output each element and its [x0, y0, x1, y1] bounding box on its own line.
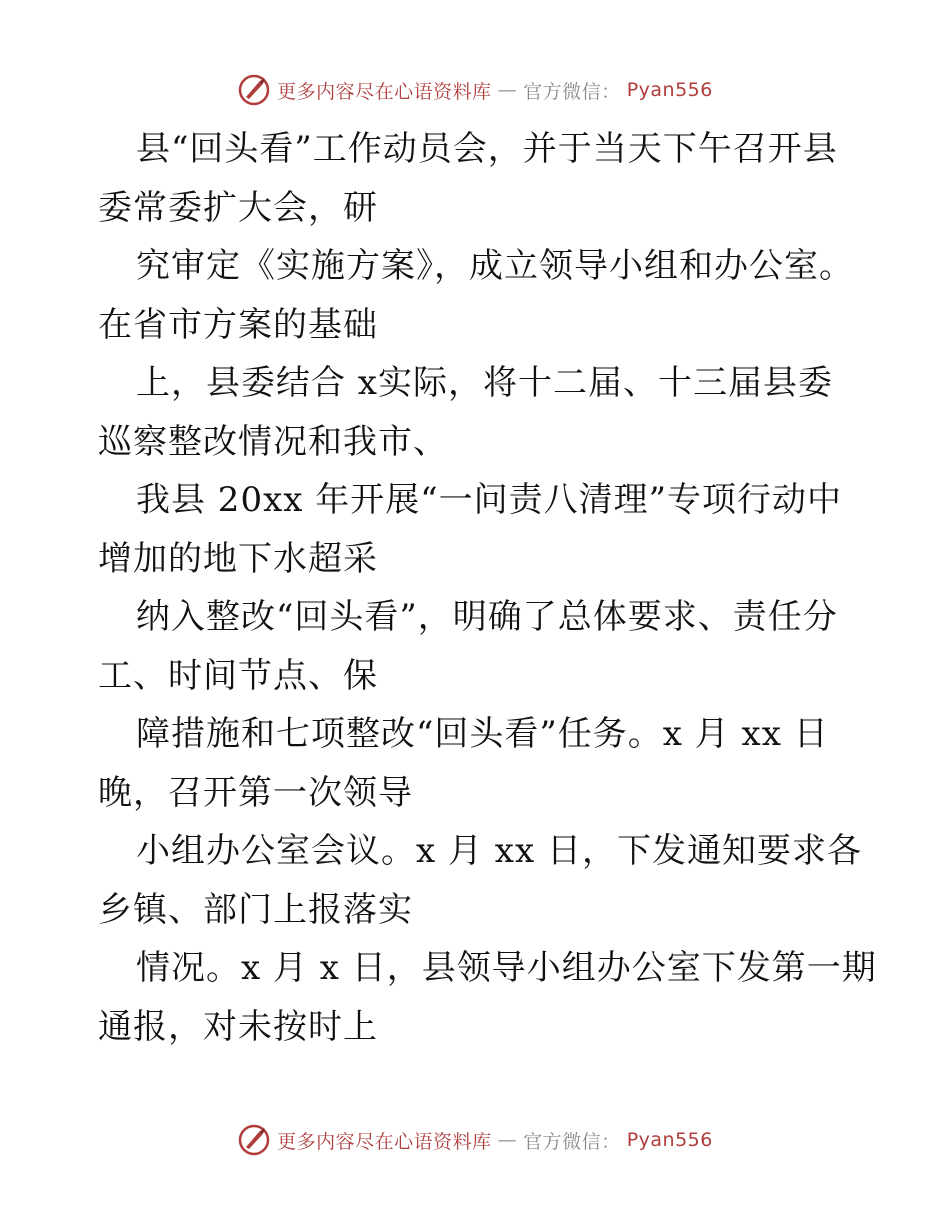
document-body [98, 120, 877, 1056]
header-banner [237, 73, 713, 107]
header-banner-dash: — [497, 79, 518, 101]
footer-wechat-id: Pyan556 [626, 1129, 713, 1151]
body-line: 障措施和七项整改“回头看”任务。x 月 xx 日 [136, 714, 829, 754]
page-header [0, 70, 950, 110]
body-line: 上，县委结合 x实际，将十二届、十三届县委 [136, 363, 833, 403]
page-footer [0, 1120, 950, 1160]
body-line: 通报，对未按时上 [98, 1006, 378, 1047]
body-line: 在省市方案的基础 [98, 304, 378, 345]
body-line: 县“回头看”工作动员会，并于当天下午召开县 [136, 129, 838, 169]
header-wechat-id: Pyan556 [626, 79, 713, 101]
body-line: 巡察整改情况和我市、 [98, 421, 448, 462]
footer-wechat-label: 官方微信： [523, 1130, 621, 1153]
body-line: 小组办公室会议。x 月 xx 日，下发通知要求各 [136, 831, 862, 871]
body-line: 我县 20xx 年开展“一问责八清理”专项行动中 [136, 480, 842, 520]
footer-banner-text: 更多内容尽在心语资料库 [277, 1130, 492, 1153]
body-line: 增加的地下水超采 [98, 538, 378, 579]
footer-banner [237, 1123, 713, 1157]
footer-banner-dash: — [497, 1129, 518, 1151]
quill-logo-icon [237, 1123, 271, 1157]
quill-logo-icon [237, 73, 271, 107]
body-line: 工、时间节点、保 [98, 655, 378, 696]
body-line: 情况。x 月 x 日，县领导小组办公室下发第一期 [136, 948, 877, 988]
body-line: 晚，召开第一次领导 [98, 772, 413, 813]
header-wechat-label: 官方微信： [523, 80, 621, 103]
body-line: 究审定《实施方案》，成立领导小组和办公室。 [136, 246, 854, 286]
body-line: 乡镇、部门上报落实 [98, 889, 413, 930]
header-banner-text: 更多内容尽在心语资料库 [277, 80, 492, 103]
body-line: 委常委扩大会，研 [98, 187, 378, 228]
body-line: 纳入整改“回头看”，明确了总体要求、责任分 [136, 597, 838, 637]
